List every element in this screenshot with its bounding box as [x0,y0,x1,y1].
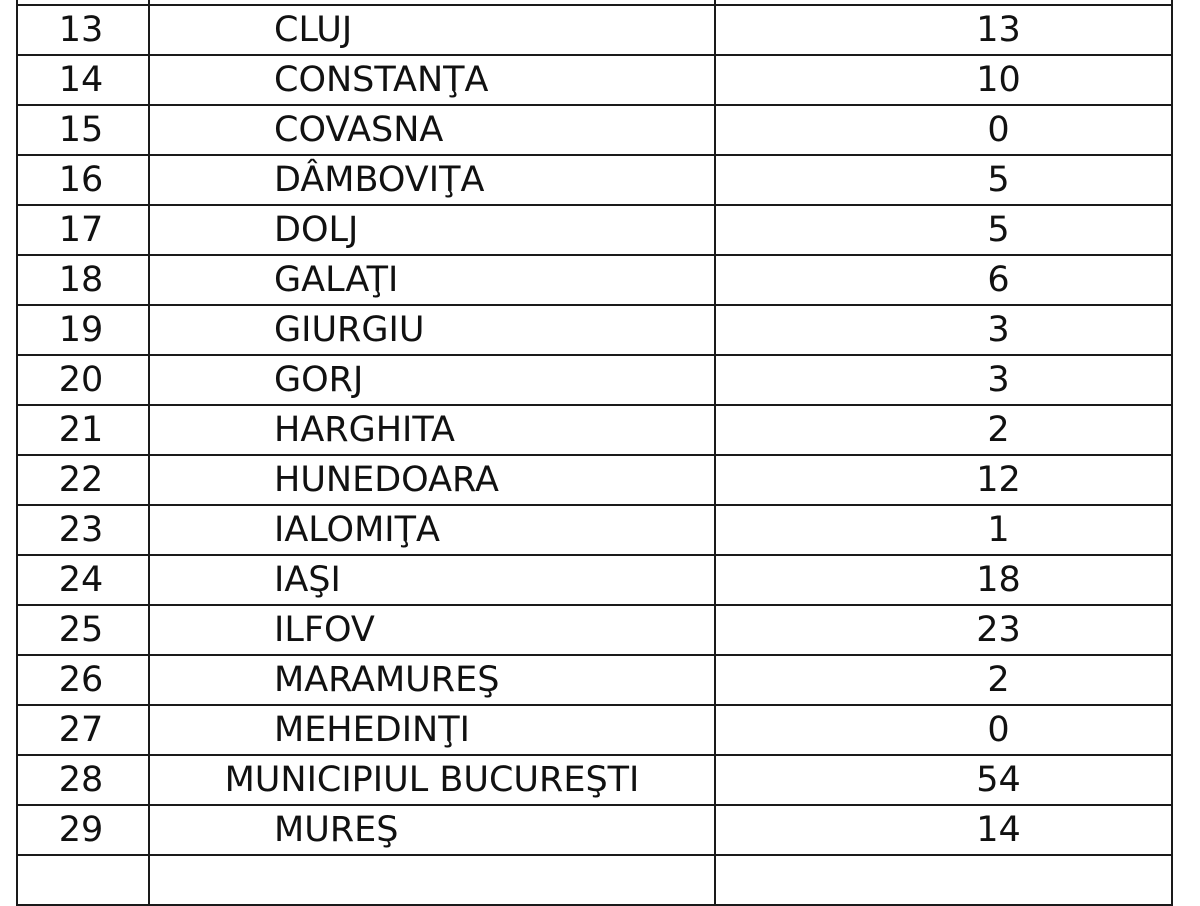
count-cell: 0 [715,705,1172,755]
count-cell: 6 [715,255,1172,305]
row-number-cell: 22 [17,455,149,505]
county-name-cell: IALOMIŢA [149,505,715,555]
table-row [17,105,1172,155]
count-cell: 14 [715,805,1172,855]
count-cell: 23 [715,605,1172,655]
table-row [17,605,1172,655]
table-row [17,55,1172,105]
table-row [17,155,1172,205]
row-number-cell: 14 [17,55,149,105]
row-number-cell: 26 [17,655,149,705]
county-name-cell: DOLJ [149,205,715,255]
county-name-cell: GORJ [149,355,715,405]
county-name-cell: CLUJ [149,5,715,55]
row-number-cell: 13 [17,5,149,55]
table-row [17,5,1172,55]
county-name-cell: MARAMUREŞ [149,655,715,705]
count-cell: 3 [715,305,1172,355]
county-name-cell: ILFOV [149,605,715,655]
county-name-cell: MUREŞ [149,805,715,855]
county-name-cell: DÂMBOVIŢA [149,155,715,205]
table-row [17,805,1172,855]
table-row [17,355,1172,405]
count-cell: 5 [715,205,1172,255]
count-cell [715,855,1172,905]
county-name-cell: MEHEDINŢI [149,705,715,755]
count-cell: 10 [715,55,1172,105]
count-cell: 2 [715,655,1172,705]
row-number-cell: 29 [17,805,149,855]
row-number-cell: 18 [17,255,149,305]
county-name-cell: CONSTANŢA [149,55,715,105]
county-name-cell: COVASNA [149,105,715,155]
table-row [17,505,1172,555]
row-number-cell: 17 [17,205,149,255]
county-name-cell [149,855,715,905]
row-number-cell: 19 [17,305,149,355]
table-row-partial-bottom [17,855,1172,905]
row-number-cell: 23 [17,505,149,555]
county-name-cell: HUNEDOARA [149,455,715,505]
count-cell: 1 [715,505,1172,555]
table-row [17,705,1172,755]
count-cell: 0 [715,105,1172,155]
row-number-cell [17,855,149,905]
count-cell: 3 [715,355,1172,405]
count-cell: 18 [715,555,1172,605]
table-row [17,755,1172,805]
table-row [17,205,1172,255]
county-name-cell: MUNICIPIUL BUCUREŞTI [149,755,715,805]
row-number-cell: 28 [17,755,149,805]
count-cell: 5 [715,155,1172,205]
row-number-cell: 15 [17,105,149,155]
count-cell: 2 [715,405,1172,455]
table-row [17,455,1172,505]
county-table-body [17,0,1172,905]
table-row [17,255,1172,305]
count-cell: 54 [715,755,1172,805]
county-table-container [16,0,1171,906]
row-number-cell: 20 [17,355,149,405]
table-row [17,655,1172,705]
row-number-cell: 25 [17,605,149,655]
row-number-cell: 24 [17,555,149,605]
row-number-cell: 27 [17,705,149,755]
county-table [16,0,1173,906]
count-cell: 13 [715,5,1172,55]
row-number-cell: 16 [17,155,149,205]
row-number-cell: 21 [17,405,149,455]
county-name-cell: IAŞI [149,555,715,605]
county-name-cell: HARGHITA [149,405,715,455]
count-cell: 12 [715,455,1172,505]
county-name-cell: GIURGIU [149,305,715,355]
table-row [17,405,1172,455]
table-row [17,555,1172,605]
table-row [17,305,1172,355]
county-name-cell: GALAŢI [149,255,715,305]
